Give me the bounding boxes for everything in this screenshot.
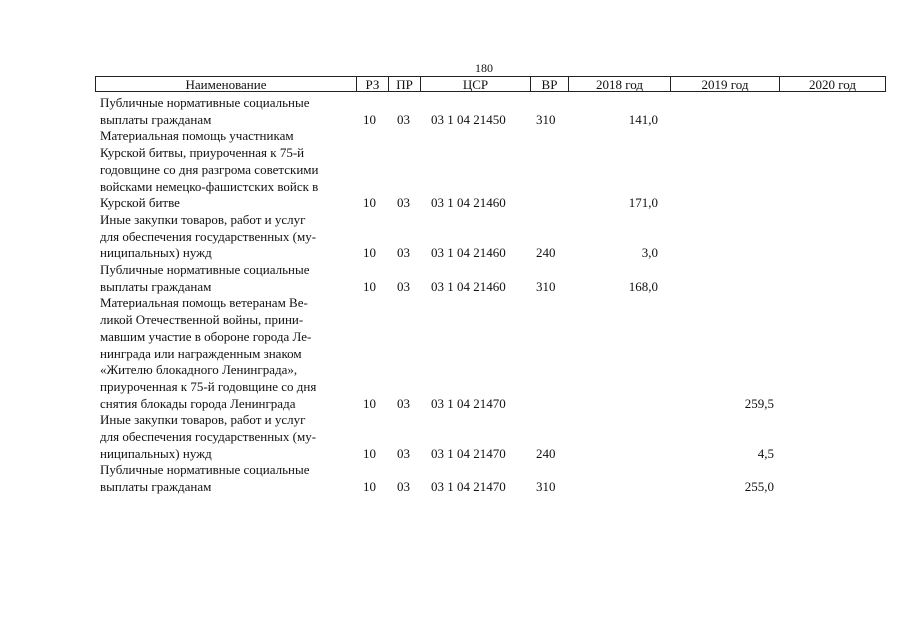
row-pr: 03 bbox=[397, 195, 410, 211]
row-vr: 310 bbox=[536, 479, 556, 495]
row-name-line: Публичные нормативные социальные bbox=[100, 462, 310, 478]
row-name-line: выплаты гражданам bbox=[100, 479, 212, 495]
row-name-line: войсками немецко-фашистских войск в bbox=[100, 178, 319, 194]
row-csr: 03 1 04 21460 bbox=[431, 195, 506, 211]
row-name-line: ликой Отечественной войны, прини- bbox=[100, 312, 304, 328]
row-name-line: Курской битве bbox=[100, 195, 180, 211]
row-name-line: Материальная помощь участникам bbox=[100, 128, 294, 144]
row-2018: 141,0 bbox=[628, 111, 658, 127]
row-2019: 255,0 bbox=[744, 479, 774, 495]
row-name-line: выплаты гражданам bbox=[100, 278, 212, 294]
row-pr: 03 bbox=[397, 111, 410, 127]
header-2020: 2020 год bbox=[779, 76, 886, 92]
header-csr: ЦСР bbox=[420, 76, 530, 92]
row-pr: 03 bbox=[397, 245, 410, 261]
row-name-line: для обеспечения государственных (му- bbox=[100, 429, 317, 444]
header-2018: 2018 год bbox=[568, 76, 670, 92]
header-vr: ВР bbox=[530, 76, 568, 92]
row-rz: 10 bbox=[363, 395, 376, 411]
row-name-line: Иные закупки товаров, работ и услуг bbox=[100, 211, 306, 227]
row-csr: 03 1 04 21470 bbox=[431, 395, 506, 411]
row-rz: 10 bbox=[363, 278, 376, 294]
row-csr: 03 1 04 21460 bbox=[431, 245, 506, 261]
row-pr: 03 bbox=[397, 445, 410, 461]
row-name-line: Публичные нормативные социальные bbox=[100, 262, 310, 277]
row-csr: 03 1 04 21470 bbox=[431, 445, 506, 461]
row-name-line: снятия блокады города Ленинграда bbox=[100, 395, 296, 411]
row-name-line: ниципальных) нужд bbox=[100, 245, 212, 261]
row-rz: 10 bbox=[363, 195, 376, 211]
row-pr: 03 bbox=[397, 278, 410, 294]
row-csr: 03 1 04 21470 bbox=[431, 479, 506, 495]
header-pr: ПР bbox=[388, 76, 420, 92]
row-vr: 240 bbox=[536, 445, 556, 461]
row-rz: 10 bbox=[363, 245, 376, 261]
header-name: Наименование bbox=[95, 76, 356, 92]
row-name-line: приуроченная к 75-й годовщине со дня bbox=[100, 378, 317, 394]
row-name-line: для обеспечения государственных (му- bbox=[100, 228, 317, 244]
row-2018: 3,0 bbox=[641, 245, 658, 261]
header-rz: РЗ bbox=[356, 76, 388, 92]
row-2018: 171,0 bbox=[628, 195, 658, 211]
row-name-line: Иные закупки товаров, работ и услуг bbox=[100, 412, 306, 428]
header-2019: 2019 год bbox=[670, 76, 779, 92]
row-name-line: годовщине со дня разгрома советскими bbox=[100, 161, 319, 177]
row-csr: 03 1 04 21460 bbox=[431, 278, 506, 294]
row-name-line: мавшим участие в обороне города Ле- bbox=[100, 328, 312, 344]
row-2019: 259,5 bbox=[744, 395, 774, 411]
page-number: 180 bbox=[475, 61, 493, 75]
row-vr: 310 bbox=[536, 278, 556, 294]
row-vr: 310 bbox=[536, 111, 556, 127]
row-pr: 03 bbox=[397, 395, 410, 411]
row-vr: 240 bbox=[536, 245, 556, 261]
row-pr: 03 bbox=[397, 479, 410, 495]
row-rz: 10 bbox=[363, 479, 376, 495]
row-2019: 4,5 bbox=[757, 445, 774, 461]
row-name-line: ниципальных) нужд bbox=[100, 445, 212, 461]
row-csr: 03 1 04 21450 bbox=[431, 111, 506, 127]
row-rz: 10 bbox=[363, 111, 376, 127]
row-name-line: Публичные нормативные социальные bbox=[100, 95, 310, 110]
row-name-line: Курской битвы, приуроченная к 75-й bbox=[100, 145, 305, 161]
row-name-line: «Жителю блокадного Ленинграда», bbox=[100, 362, 298, 378]
row-rz: 10 bbox=[363, 445, 376, 461]
row-name-line: Материальная помощь ветеранам Ве- bbox=[100, 295, 308, 311]
row-2018: 168,0 bbox=[628, 278, 658, 294]
row-name-line: нинграда или награжденным знаком bbox=[100, 345, 302, 361]
row-name-line: выплаты гражданам bbox=[100, 111, 212, 127]
